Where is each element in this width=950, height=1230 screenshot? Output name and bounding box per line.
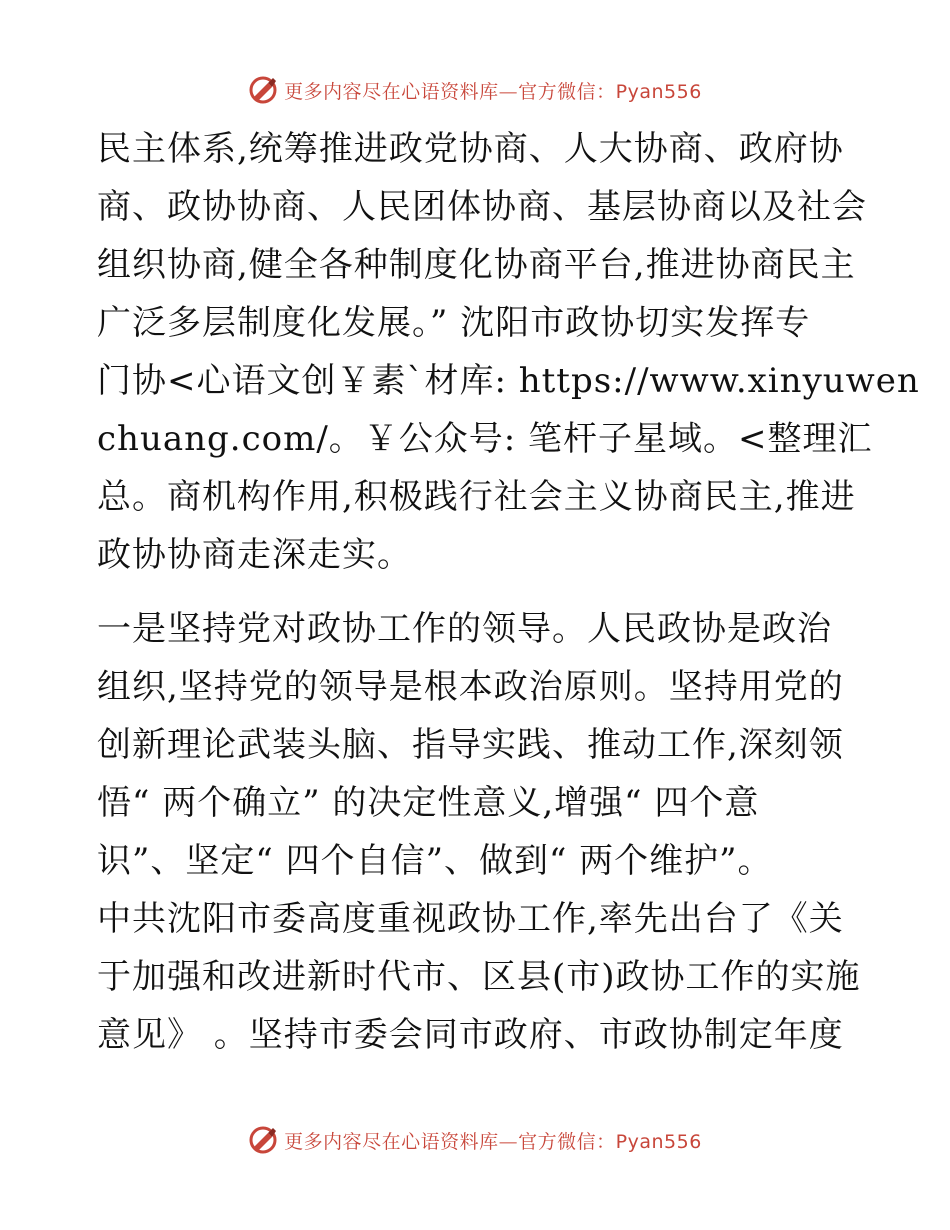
- header-banner-sep: —: [498, 80, 519, 103]
- text-line: 广泛多层制度化发展。” 沈阳市政协切实发挥专: [97, 303, 811, 343]
- text-line: 民主体系,统筹推进政党协商、人大协商、政府协: [97, 129, 844, 169]
- header-banner-main: 更多内容尽在心语资料库: [284, 80, 499, 103]
- document-body: [97, 120, 920, 1064]
- text-line: chuang.com/。￥公众号: 笔杆子星域。<整理汇: [97, 419, 873, 459]
- text-line: 意见》 。坚持市委会同市政府、市政协制定年度: [97, 1015, 844, 1055]
- text-line: 一是坚持党对政协工作的领导。人民政协是政治: [97, 609, 832, 649]
- footer-banner-text: [284, 1127, 702, 1154]
- text-line: 商、政协协商、人民团体协商、基层协商以及社会: [97, 187, 867, 227]
- text-line: 组织,坚持党的领导是根本政治原则。坚持用党的: [97, 667, 844, 707]
- pen-logo-icon: [248, 1125, 278, 1155]
- footer-banner-contact: 官方微信：Pyan556: [518, 1130, 702, 1153]
- header-banner-contact: 官方微信：Pyan556: [518, 80, 702, 103]
- text-line: 总。商机构作用,积极践行社会主义协商民主,推进: [97, 477, 856, 517]
- paragraph-1: [97, 120, 920, 584]
- header-banner-text: [284, 77, 702, 104]
- text-line: 中共沈阳市委高度重视政协工作,率先出台了《关: [97, 899, 844, 939]
- footer-banner: [0, 1120, 950, 1160]
- pen-logo-icon: [248, 75, 278, 105]
- paragraph-gap: [97, 584, 853, 600]
- text-line: 于加强和改进新时代市、区县(市)政协工作的实施: [97, 957, 861, 997]
- footer-banner-sep: —: [498, 1130, 519, 1153]
- text-line: 政协协商走深走实。: [97, 535, 412, 575]
- text-line: 创新理论武装头脑、指导实践、推动工作,深刻领: [97, 725, 844, 765]
- text-line: 组织协商,健全各种制度化协商平台,推进协商民主: [97, 245, 856, 285]
- paragraph-2: [97, 600, 861, 1064]
- header-banner: [0, 70, 950, 110]
- text-line: 悟“ 两个确立” 的决定性意义,增强“ 四个意: [97, 783, 760, 823]
- footer-banner-main: 更多内容尽在心语资料库: [284, 1130, 499, 1153]
- text-line: 识”、坚定“ 四个自信”、做到“ 两个维护”。: [97, 841, 773, 881]
- text-line: 门协<心语文创￥素`材库: https://www.xinyuwen: [97, 361, 920, 401]
